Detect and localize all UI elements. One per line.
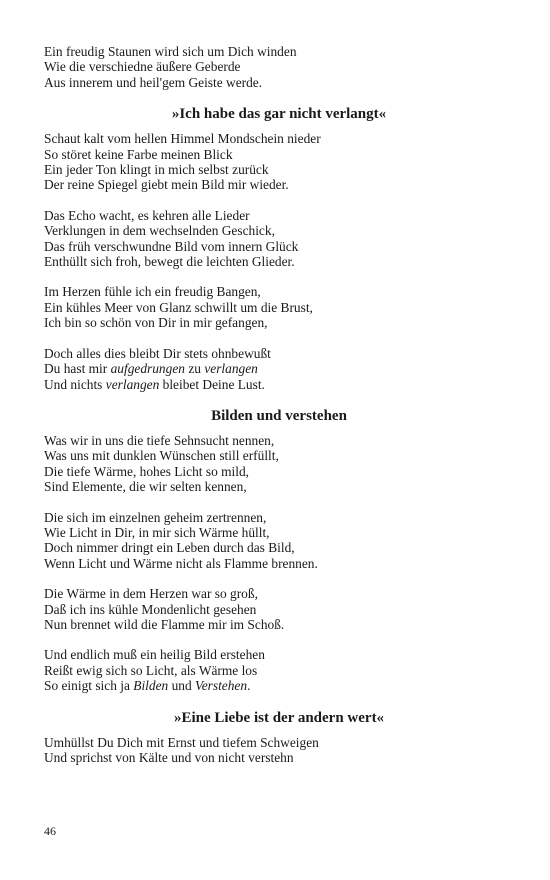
verse-text: Wie die verschiedne äußere Geberde: [44, 59, 241, 75]
stanza: [44, 131, 514, 193]
verse-text: bleibet Deine Lust.: [159, 376, 265, 392]
verse-text: Wenn Licht und Wärme nicht als Flamme brennen.: [44, 555, 318, 571]
verse-text: Du hast mir: [44, 361, 111, 377]
verse-line: [44, 377, 514, 392]
verse-line: [44, 735, 514, 750]
verse-line: [44, 162, 514, 177]
verse-text: Das Echo wacht, es kehren alle Lieder: [44, 207, 250, 223]
stanza: [44, 586, 514, 632]
stanza: [44, 510, 514, 572]
poem-title: »Eine Liebe ist der andern wert«: [173, 709, 385, 726]
stanza: [44, 346, 514, 392]
verse-line: [44, 59, 514, 74]
verse-line: [44, 223, 514, 238]
verse-text: zu: [184, 361, 205, 377]
verse-line: [44, 300, 514, 315]
verse-text: Ein kühles Meer von Glanz schwillt um die Brust,: [44, 299, 313, 315]
verse-text: Sind Elemente, die wir selten kennen,: [44, 479, 247, 495]
verse-text: Doch nimmer dringt ein Leben durch das Bild,: [44, 540, 295, 556]
stanza: [44, 208, 514, 270]
verse-line: [44, 586, 514, 601]
verse-line: [44, 617, 514, 632]
verse-line: [44, 464, 514, 479]
verse-text: So einigt sich ja: [44, 678, 134, 694]
poem-title: »Ich habe das gar nicht verlangt«: [171, 106, 387, 123]
verse-line: [44, 44, 514, 59]
verse-text: Enthüllt sich froh, bewegt die leichten Glieder.: [44, 254, 295, 270]
poem-title: Bilden und verstehen: [211, 407, 347, 424]
verse-line: [44, 750, 514, 765]
verse-text: Reißt ewig sich so Licht, als Wärme los: [44, 662, 258, 678]
verse-text: Das früh verschwundne Bild vom innern Glück: [44, 238, 299, 254]
verse-text: Die tiefe Wärme, hohes Licht so mild,: [44, 463, 250, 479]
verse-line: [44, 361, 514, 376]
verse-line: [44, 510, 514, 525]
stanza: [44, 44, 514, 90]
verse-text: Was wir in uns die tiefe Sehnsucht nennen,: [44, 432, 275, 448]
emphasized-word: verlangen: [105, 376, 160, 392]
verse-text: Und sprichst von Kälte und von nicht verstehn: [44, 750, 294, 765]
verse-line: [44, 254, 514, 269]
verse-text: Umhüllst Du Dich mit Ernst und tiefem Schweigen: [44, 734, 319, 750]
verse-text: Aus innerem und heil'gem Geiste werde.: [44, 74, 263, 90]
verse-line: [44, 131, 514, 146]
verse-text: Verklungen in dem wechselnden Geschick,: [44, 223, 275, 239]
verse-line: [44, 678, 514, 693]
stanza: [44, 735, 514, 766]
emphasized-word: Verstehen: [195, 678, 248, 694]
verse-text: Und nichts: [44, 376, 106, 392]
verse-text: Was uns mit dunklen Wünschen still erfüllt,: [44, 448, 279, 464]
stanza: [44, 647, 514, 693]
verse-text: Ein jeder Ton klingt in mich selbst zurück: [44, 162, 269, 178]
verse-text: Der reine Spiegel giebt mein Bild mir wieder.: [44, 177, 289, 193]
verse-text: Und endlich muß ein heilig Bild erstehen: [44, 647, 265, 663]
verse-line: [44, 525, 514, 540]
verse-line: [44, 556, 514, 571]
verse-line: [44, 448, 514, 463]
verse-line: [44, 147, 514, 162]
verse-text: .: [247, 678, 251, 694]
page-number: 46: [44, 824, 56, 838]
verse-text: Wie Licht in Dir, in mir sich Wärme hüllt,: [44, 524, 270, 540]
verse-text: So störet keine Farbe meinen Blick: [44, 146, 233, 162]
verse-text: Doch alles dies bleibt Dir stets ohnbewußt: [44, 345, 271, 361]
verse-text: Die sich im einzelnen geheim zertrennen,: [44, 509, 267, 525]
verse-line: [44, 315, 514, 330]
verse-line: [44, 75, 514, 90]
verse-text: Die Wärme in dem Herzen war so groß,: [44, 586, 258, 602]
verse-line: [44, 284, 514, 299]
verse-text: Daß ich ins kühle Mondenlicht gesehen: [44, 601, 257, 617]
stanza: [44, 433, 514, 495]
verse-line: [44, 540, 514, 555]
verse-text: Schaut kalt vom hellen Himmel Mondschein nieder: [44, 131, 321, 147]
verse-text: und: [168, 678, 196, 694]
verse-line: [44, 239, 514, 254]
verse-line: [44, 177, 514, 192]
stanza: [44, 284, 514, 330]
verse-line: [44, 647, 514, 662]
verse-text: Ein freudig Staunen wird sich um Dich winden: [44, 44, 297, 59]
verse-line: [44, 602, 514, 617]
emphasized-word: Bilden: [133, 678, 169, 694]
poem-page: [44, 44, 514, 780]
verse-text: Im Herzen fühle ich ein freudig Bangen,: [44, 284, 261, 300]
verse-line: [44, 663, 514, 678]
emphasized-word: aufgedrungen: [110, 361, 185, 377]
verse-line: [44, 346, 514, 361]
verse-line: [44, 479, 514, 494]
emphasized-word: verlangen: [204, 361, 258, 377]
verse-line: [44, 208, 514, 223]
verse-text: Ich bin so schön von Dir in mir gefangen,: [44, 315, 268, 331]
verse-text: Nun brennet wild die Flamme mir im Schoß.: [44, 616, 285, 632]
verse-line: [44, 433, 514, 448]
